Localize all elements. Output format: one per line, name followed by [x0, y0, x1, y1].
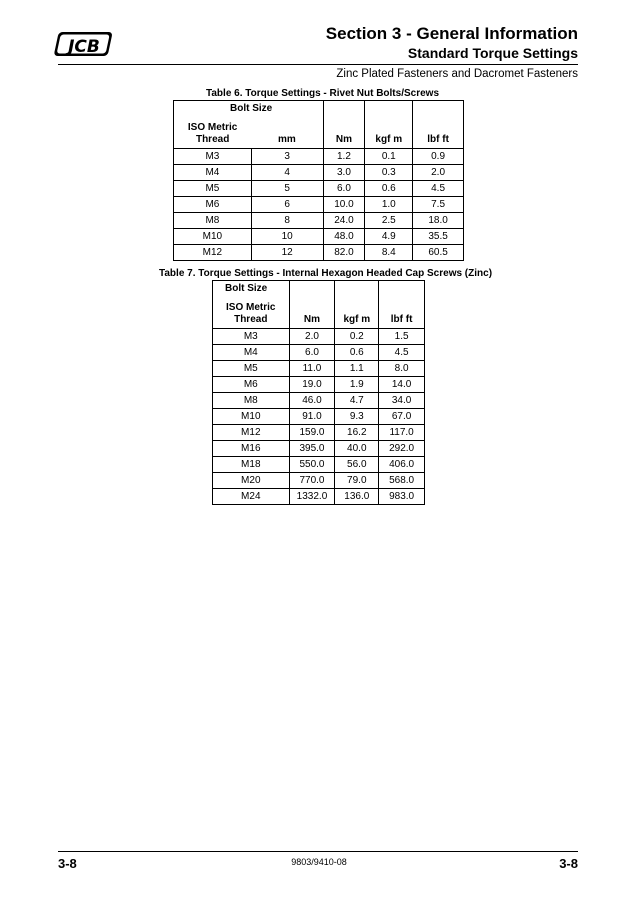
table6-cell: 6 — [251, 197, 323, 213]
table7-cell: 117.0 — [379, 425, 425, 441]
logo-text: JCB — [68, 37, 100, 57]
table6-cell: 1.2 — [323, 149, 365, 165]
table7-cell: M10 — [213, 409, 290, 425]
section-caption: Zinc Plated Fasteners and Dacromet Fasteners — [336, 68, 578, 80]
table6-cell: 0.1 — [365, 149, 413, 165]
table7-cell: 8.0 — [379, 361, 425, 377]
table6-group-header-row — [174, 101, 464, 117]
table6-caption: Table 6. Torque Settings - Rivet Nut Bolts/Screws — [206, 88, 440, 99]
table7-row — [213, 489, 425, 505]
table6-cell: 6.0 — [323, 181, 365, 197]
table7-cell: 4.7 — [335, 393, 379, 409]
table7-cell: 34.0 — [379, 393, 425, 409]
table6-cell: 3 — [251, 149, 323, 165]
table6-cell: 4.9 — [365, 229, 413, 245]
table7-cell: 11.0 — [289, 361, 335, 377]
table7-cell: 292.0 — [379, 441, 425, 457]
table7-cell: M8 — [213, 393, 290, 409]
table7-cell: 1.9 — [335, 377, 379, 393]
page-number-right: 3-8 — [559, 856, 578, 871]
table7-cell: M18 — [213, 457, 290, 473]
table6-row — [174, 181, 464, 197]
table6-col-nm: Nm — [323, 116, 365, 149]
table7-row — [213, 329, 425, 345]
table6-cell: 24.0 — [323, 213, 365, 229]
table6-cell: 0.9 — [413, 149, 464, 165]
table6-row — [174, 245, 464, 261]
table6-cell: 2.0 — [413, 165, 464, 181]
table7-row — [213, 425, 425, 441]
section-title: Section 3 - General Information — [325, 24, 578, 43]
table7-cell: 91.0 — [289, 409, 335, 425]
table6-cell: M12 — [174, 245, 252, 261]
table6-cell: 5 — [251, 181, 323, 197]
table7-group-header-row — [213, 281, 425, 297]
table6-row — [174, 165, 464, 181]
table6-cell: 7.5 — [413, 197, 464, 213]
table7-cell: 79.0 — [335, 473, 379, 489]
table7-cell: M4 — [213, 345, 290, 361]
table7-cell: M16 — [213, 441, 290, 457]
table6-bolt-size-header: Bolt Size — [174, 101, 324, 117]
table6 — [173, 100, 464, 261]
table7-col-lbfft: lbf ft — [379, 296, 425, 329]
table7-row — [213, 473, 425, 489]
table6-row — [174, 213, 464, 229]
table6-row — [174, 149, 464, 165]
table7-cell: 1332.0 — [289, 489, 335, 505]
table6-cell: 1.0 — [365, 197, 413, 213]
jcb-logo — [52, 26, 116, 62]
table7-cell: 1.5 — [379, 329, 425, 345]
table7-cell: 67.0 — [379, 409, 425, 425]
table6-col-lbfft: lbf ft — [413, 116, 464, 149]
table7-caption: Table 7. Torque Settings - Internal Hexagon Headed Cap Screws (Zinc) — [159, 268, 493, 279]
table6-cell: 2.5 — [365, 213, 413, 229]
table7-cell: 9.3 — [335, 409, 379, 425]
table6-cell: 12 — [251, 245, 323, 261]
table7-col-kgfm: kgf m — [335, 296, 379, 329]
table7-cell: 1.1 — [335, 361, 379, 377]
table7-cell: M3 — [213, 329, 290, 345]
table6-col-iso: ISO Metric Thread — [174, 116, 252, 149]
footer-rule — [58, 851, 578, 852]
table7-cell: 770.0 — [289, 473, 335, 489]
table6-cell: 48.0 — [323, 229, 365, 245]
table6-cell: 4 — [251, 165, 323, 181]
table7-row — [213, 345, 425, 361]
table7-cell: 4.5 — [379, 345, 425, 361]
table7-bolt-size-header: Bolt Size — [213, 281, 290, 297]
table6-cell: M4 — [174, 165, 252, 181]
table6-cell: 0.3 — [365, 165, 413, 181]
table6-row — [174, 197, 464, 213]
table6-cell: 18.0 — [413, 213, 464, 229]
table7-cell: 395.0 — [289, 441, 335, 457]
table7-col-iso: ISO Metric Thread — [213, 296, 290, 329]
table6-cell: M3 — [174, 149, 252, 165]
header-rule — [58, 64, 578, 65]
table7-cell: 16.2 — [335, 425, 379, 441]
table6-cell: 10.0 — [323, 197, 365, 213]
table7-cell: M12 — [213, 425, 290, 441]
table6-cell: 60.5 — [413, 245, 464, 261]
table7-cell: 2.0 — [289, 329, 335, 345]
table6-cell: M8 — [174, 213, 252, 229]
table7-cell: 14.0 — [379, 377, 425, 393]
table7-row — [213, 393, 425, 409]
table7-cell: 0.6 — [335, 345, 379, 361]
table7-cell: 6.0 — [289, 345, 335, 361]
table6-cell: 82.0 — [323, 245, 365, 261]
table6-cell: 10 — [251, 229, 323, 245]
page-number-left: 3-8 — [58, 856, 77, 871]
table7 — [212, 280, 425, 505]
table7-cell: 159.0 — [289, 425, 335, 441]
table6-cell: 3.0 — [323, 165, 365, 181]
table7-cell: 568.0 — [379, 473, 425, 489]
table7-row — [213, 441, 425, 457]
table7-row — [213, 409, 425, 425]
table6-cell: 35.5 — [413, 229, 464, 245]
table6-col-mm: mm — [251, 116, 323, 149]
table6-cell: 8.4 — [365, 245, 413, 261]
table6-cell: M5 — [174, 181, 252, 197]
table7-cell: 136.0 — [335, 489, 379, 505]
table7-cell: M24 — [213, 489, 290, 505]
table6-col-kgfm: kgf m — [365, 116, 413, 149]
table6-cell: M6 — [174, 197, 252, 213]
document-number: 9803/9410-08 — [291, 857, 347, 867]
table7-cell: M20 — [213, 473, 290, 489]
table7-cell: M5 — [213, 361, 290, 377]
table6-row — [174, 229, 464, 245]
table7-column-header-row — [213, 296, 425, 329]
table6-cell: M10 — [174, 229, 252, 245]
table7-cell: 19.0 — [289, 377, 335, 393]
table7-cell: 406.0 — [379, 457, 425, 473]
section-subtitle: Standard Torque Settings — [407, 45, 578, 61]
table6-cell: 0.6 — [365, 181, 413, 197]
table7-cell: 46.0 — [289, 393, 335, 409]
table7-row — [213, 457, 425, 473]
table7-cell: 56.0 — [335, 457, 379, 473]
table7-cell: 40.0 — [335, 441, 379, 457]
table6-column-header-row — [174, 116, 464, 149]
table7-cell: 550.0 — [289, 457, 335, 473]
table7-cell: 0.2 — [335, 329, 379, 345]
table7-cell: M6 — [213, 377, 290, 393]
table6-cell: 8 — [251, 213, 323, 229]
table7-row — [213, 377, 425, 393]
table7-row — [213, 361, 425, 377]
table6-cell: 4.5 — [413, 181, 464, 197]
table7-cell: 983.0 — [379, 489, 425, 505]
table7-col-nm: Nm — [289, 296, 335, 329]
